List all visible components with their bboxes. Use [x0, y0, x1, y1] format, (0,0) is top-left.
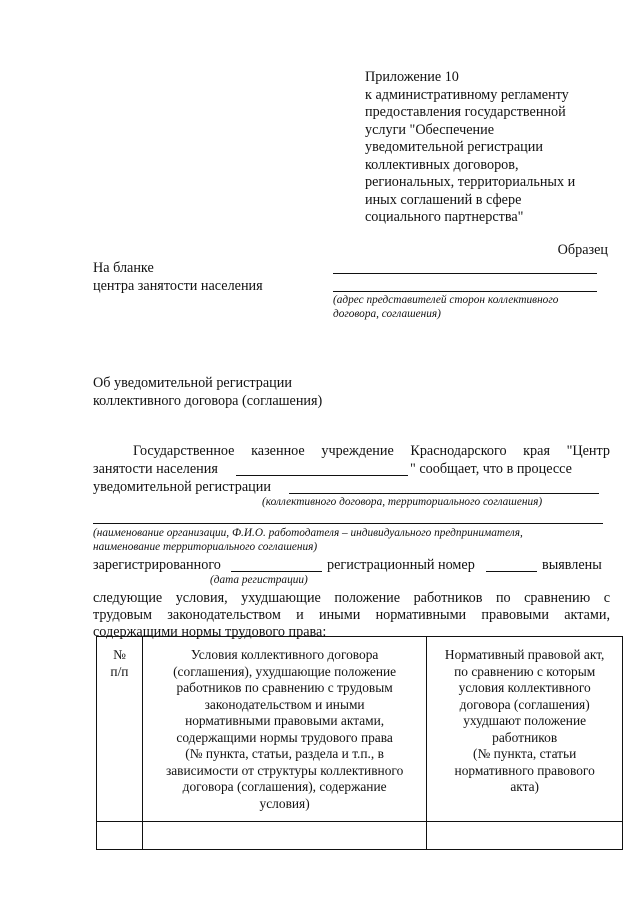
agreement-hint: (коллективного договора, территориального соглашения)	[262, 496, 543, 508]
conditions-table	[96, 636, 623, 850]
sample-label: Образец	[557, 242, 608, 258]
appendix-line: к административному регламенту	[365, 86, 569, 103]
agreement-blank	[289, 493, 599, 494]
address-hint-line-2: договора, соглашения)	[333, 308, 441, 320]
appendix-block	[365, 69, 605, 227]
body-line-5: следующие условия, ухудшающие положение работников по сравнению с	[93, 590, 610, 606]
body-line-4a	[93, 557, 221, 574]
body-word: казенное	[251, 443, 305, 459]
body-line-1	[133, 443, 610, 460]
registration-date-blank	[231, 571, 322, 572]
employment-center-blank	[236, 475, 408, 476]
address-line-2	[333, 291, 597, 292]
body-text: зарегистрированного	[93, 557, 221, 573]
body-word: "Центр	[566, 443, 610, 459]
table-header-row	[97, 637, 623, 822]
appendix-line: услуги "Обеспечение	[365, 121, 494, 138]
body-text: уведомительной регистрации	[93, 479, 271, 495]
table-cell[interactable]	[427, 822, 623, 850]
body-line-4c	[542, 557, 602, 574]
header-number	[97, 637, 143, 822]
body-text: регистрационный номер	[327, 557, 475, 573]
organization-hint-line-2: наименование территориального соглашения)	[93, 541, 318, 553]
address-hint-line-1: (адрес представителей сторон коллективного	[333, 294, 559, 306]
appendix-line: региональных, территориальных и	[365, 174, 576, 190]
blank-block	[93, 260, 263, 295]
body-word: Государственное	[133, 443, 235, 459]
body-word: учреждение	[321, 443, 394, 459]
appendix-line: уведомительной регистрации	[365, 139, 543, 155]
appendix-line: социального партнерства"	[365, 209, 524, 225]
body-text: занятости населения	[93, 461, 218, 477]
organization-blank	[93, 523, 603, 524]
address-line-1	[333, 273, 597, 274]
header-conditions-text: Условия коллективного договора (соглашения), ухудшающие положение работников по сравнению с трудовым законодательством и иными нормативными правовыми актами, содержащими нормы трудового права (№ пункта, статьи, раздела и т.п., в зависимости от структуры коллективного договора (соглашения), содержание условия)	[165, 647, 404, 811]
appendix-line: предоставления государственной	[365, 104, 566, 120]
header-legal-act	[427, 637, 623, 822]
table-cell[interactable]	[97, 822, 143, 850]
body-line-3	[93, 479, 271, 496]
table-row	[97, 822, 623, 850]
organization-hint	[93, 526, 628, 554]
appendix-line: коллективных договоров,	[365, 156, 519, 173]
table-cell[interactable]	[142, 822, 426, 850]
body-line-6: трудовым законодательством и иными нормативными правовыми актами,	[93, 607, 610, 623]
header-number-text: № п/п	[110, 647, 129, 679]
body-line-2b	[410, 461, 572, 478]
subject-line-1: Об уведомительной регистрации	[93, 375, 292, 391]
body-text: " сообщает, что в процессе	[410, 461, 572, 477]
appendix-line: иных соглашений в сфере	[365, 191, 522, 208]
appendix-line: Приложение 10	[365, 69, 459, 85]
blank-line-2: центра занятости населения	[93, 277, 263, 294]
registration-date-hint: (дата регистрации)	[210, 574, 308, 586]
body-line-2	[93, 461, 218, 478]
blank-line-1: На бланке	[93, 260, 154, 276]
subject-line-2: коллективного договора (соглашения)	[93, 392, 323, 409]
header-conditions	[142, 637, 426, 822]
address-hint	[333, 293, 623, 321]
body-line-4b	[327, 557, 475, 574]
body-text: выявлены	[542, 557, 602, 573]
body-word: Краснодарского	[410, 443, 507, 459]
registration-number-blank	[486, 571, 537, 572]
header-legal-act-text: Нормативный правовой акт, по сравнению с которым условия коллективного договора (соглашения) ухудшают положение работников (№ пункта, статьи нормативного правового акта)	[444, 647, 605, 794]
subject-block	[93, 375, 322, 410]
body-word: края	[523, 443, 550, 459]
body-line-7: содержащими нормы трудового права:	[93, 624, 327, 640]
organization-hint-line-1: (наименование организации, Ф.И.О. работодателя – индивидуального предпринимателя,	[93, 527, 523, 539]
